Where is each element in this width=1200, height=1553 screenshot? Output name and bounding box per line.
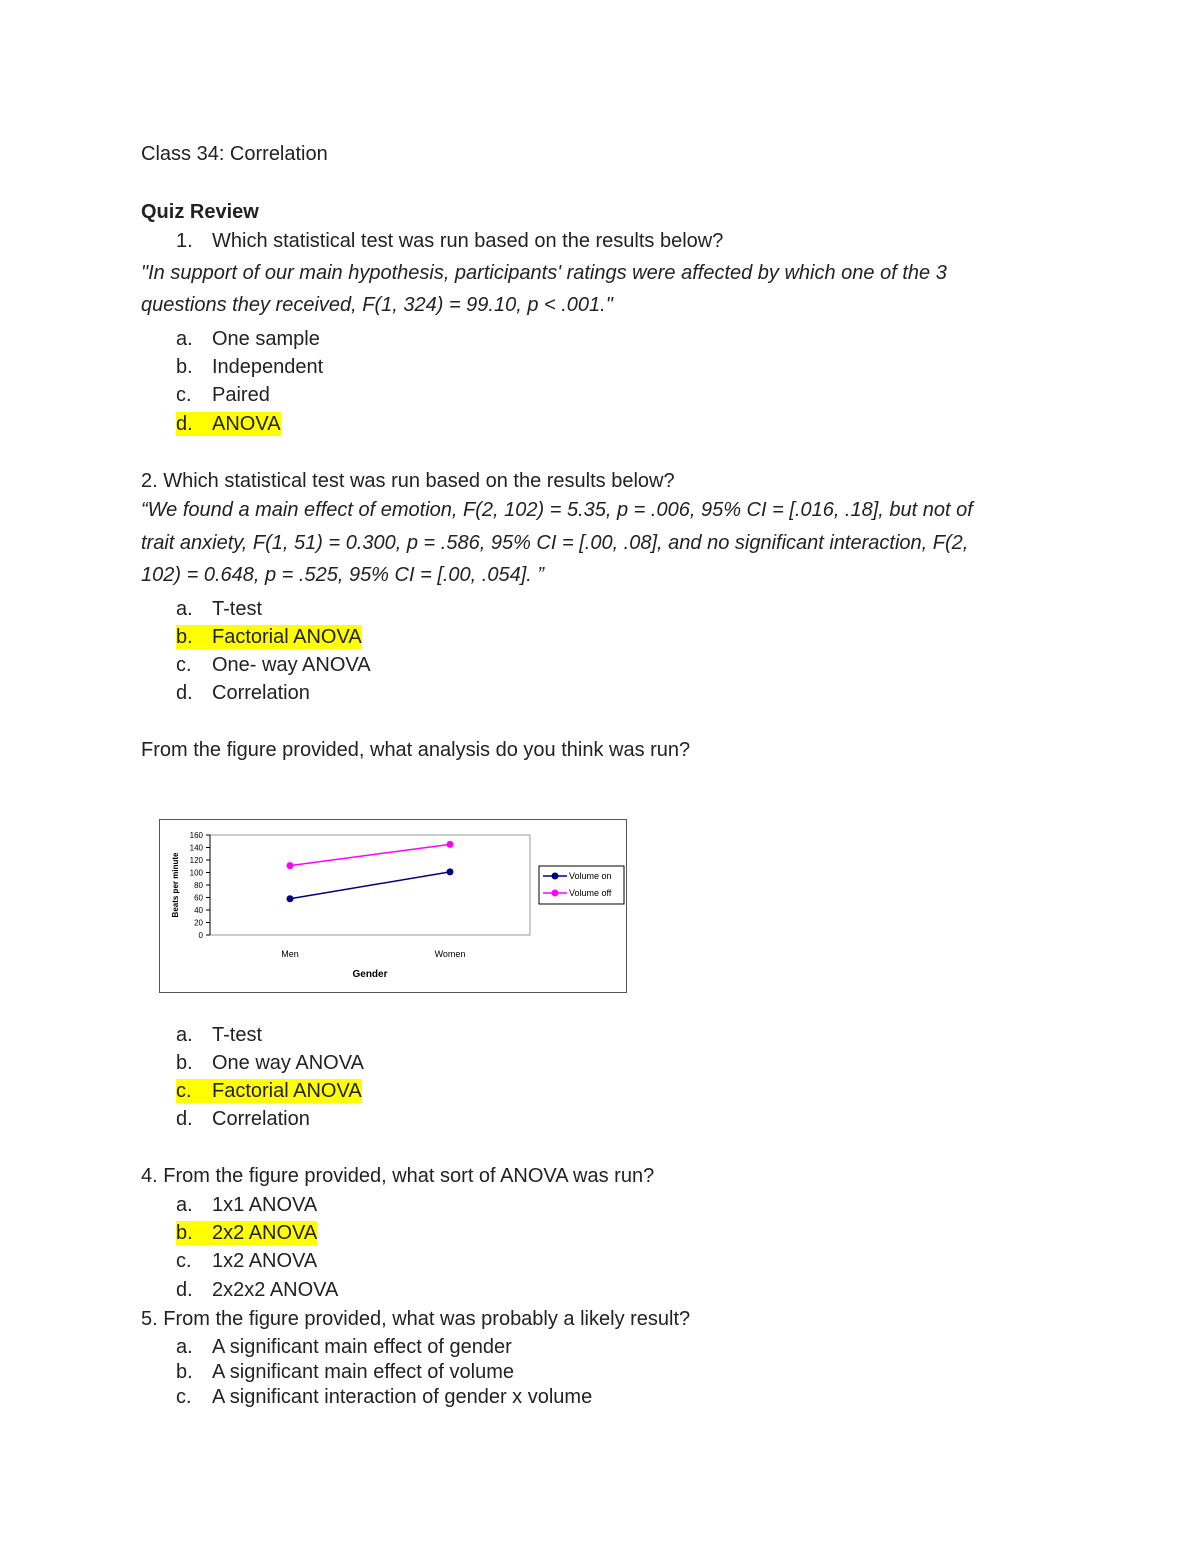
q4-option-b <box>176 1221 317 1245</box>
legend-marker <box>552 873 559 880</box>
series-line <box>290 872 450 899</box>
option-letter: b. <box>176 356 193 378</box>
legend-label: Volume off <box>569 888 612 898</box>
option-text: 2x2x2 ANOVA <box>212 1279 339 1301</box>
y-tick-label: 80 <box>194 881 203 890</box>
q2-quote-line: 102) = 0.648, p = .525, 95% CI = [.00, .054]. ” <box>141 564 545 586</box>
y-tick-label: 0 <box>198 931 203 940</box>
option-letter: a. <box>176 598 193 620</box>
option-text: One- way ANOVA <box>212 654 371 676</box>
data-point <box>447 841 454 848</box>
option-text: Factorial ANOVA <box>212 626 362 648</box>
option-text: A significant main effect of gender <box>212 1336 512 1358</box>
option-text: Correlation <box>212 1108 310 1130</box>
option-text: Correlation <box>212 682 310 704</box>
option-letter: c. <box>176 654 192 676</box>
q2-quote-line: “We found a main effect of emotion, F(2, 102) = 5.35, p = .006, 95% CI = [.016, .18], but not of <box>141 499 973 521</box>
option-text: One way ANOVA <box>212 1052 364 1074</box>
q2-question: 2. Which statistical test was run based on the results below? <box>141 470 675 492</box>
q3-question: From the figure provided, what analysis do you think was run? <box>141 739 691 761</box>
data-point <box>447 868 454 875</box>
option-letter: a. <box>176 1336 193 1358</box>
option-text: 1x1 ANOVA <box>212 1194 318 1216</box>
q5-question: 5. From the figure provided, what was probably a likely result? <box>141 1308 691 1330</box>
option-text: 2x2 ANOVA <box>212 1222 318 1244</box>
y-tick-label: 160 <box>189 831 203 840</box>
line-chart-figure <box>159 819 627 993</box>
q1-option-c <box>176 383 270 407</box>
q2-option-a <box>176 597 262 621</box>
option-letter: d. <box>176 1108 193 1130</box>
legend-marker <box>552 890 559 897</box>
q4-option-c <box>176 1249 317 1273</box>
option-text: ANOVA <box>212 413 281 435</box>
q1-option-d <box>176 412 281 436</box>
q2-option-d <box>176 681 310 705</box>
q1-quote-line: "In support of our main hypothesis, participants' ratings were affected by which one of the 3 <box>141 262 947 284</box>
option-text: 1x2 ANOVA <box>212 1250 318 1272</box>
x-tick-label: Women <box>434 949 466 959</box>
q1-question <box>176 229 723 253</box>
y-tick-label: 20 <box>194 918 203 928</box>
series-line <box>290 844 450 865</box>
legend-label: Volume on <box>569 871 612 881</box>
option-letter: c. <box>176 384 192 406</box>
q1-option-b <box>176 355 323 379</box>
q5-option-b <box>176 1360 514 1384</box>
option-letter: a. <box>176 1194 193 1216</box>
quiz-heading: Quiz Review <box>141 201 259 223</box>
option-letter: a. <box>176 328 193 350</box>
q3-option-b <box>176 1051 364 1075</box>
y-tick-label: 140 <box>189 843 203 853</box>
line-chart <box>160 820 626 992</box>
x-tick-label: Men <box>281 949 299 959</box>
option-letter: d. <box>176 682 193 704</box>
q2-option-c <box>176 653 371 677</box>
option-letter: c. <box>176 1080 192 1102</box>
x-axis-label: Gender <box>352 969 388 980</box>
option-text: Paired <box>212 384 270 406</box>
option-letter: d. <box>176 413 193 435</box>
q4-option-d <box>176 1278 338 1302</box>
y-tick-label: 40 <box>194 906 203 915</box>
y-tick-label: 120 <box>189 856 203 865</box>
option-letter: b. <box>176 1222 193 1244</box>
option-letter: c. <box>176 1250 192 1272</box>
q2-quote-line: trait anxiety, F(1, 51) = 0.300, p = .586, 95% CI = [.00, .08], and no significant interaction, F(2, <box>141 532 969 554</box>
y-tick-label: 100 <box>189 868 203 878</box>
class-title: Class 34: Correlation <box>141 143 328 165</box>
data-point <box>287 862 294 869</box>
option-text: T-test <box>212 598 263 620</box>
option-letter: b. <box>176 626 193 648</box>
q3-option-d <box>176 1107 310 1131</box>
option-letter: d. <box>176 1279 193 1301</box>
data-point <box>287 895 294 902</box>
option-text: A significant interaction of gender x volume <box>212 1386 593 1408</box>
q3-option-a <box>176 1023 262 1047</box>
option-letter: b. <box>176 1052 193 1074</box>
option-text: Factorial ANOVA <box>212 1080 362 1102</box>
q5-option-c <box>176 1385 592 1409</box>
y-tick-label: 60 <box>194 893 203 903</box>
q4-option-a <box>176 1193 317 1217</box>
y-axis-label: Beats per minute <box>171 852 180 918</box>
q2-option-b <box>176 625 362 649</box>
option-text: Independent <box>212 356 324 378</box>
q5-option-a <box>176 1335 512 1359</box>
q1-option-a <box>176 327 320 351</box>
option-letter: b. <box>176 1361 193 1383</box>
q1-quote-line: questions they received, F(1, 324) = 99.10, p < .001." <box>141 294 613 316</box>
option-letter: c. <box>176 1386 192 1408</box>
option-text: T-test <box>212 1024 263 1046</box>
option-text: A significant main effect of volume <box>212 1361 515 1383</box>
option-text: One sample <box>212 328 320 350</box>
q1-question-text: Which statistical test was run based on the results below? <box>212 230 724 252</box>
q1-number: 1. <box>176 230 193 252</box>
option-letter: a. <box>176 1024 193 1046</box>
q3-option-c <box>176 1079 362 1103</box>
q4-question: 4. From the figure provided, what sort of ANOVA was run? <box>141 1165 655 1187</box>
